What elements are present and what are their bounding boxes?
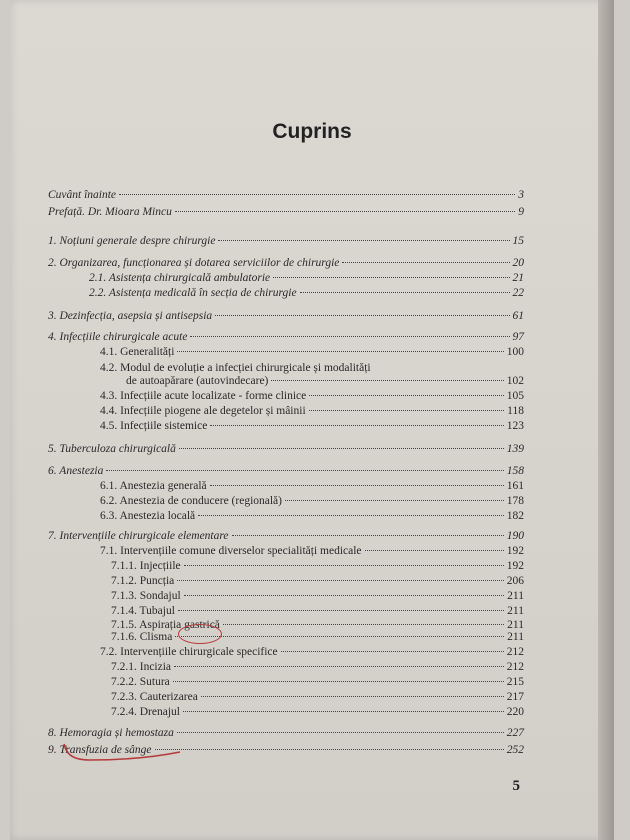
toc-entry-label: 5. Tuberculoza chirurgicală [48,443,176,455]
leader-dots [177,580,504,581]
toc-entry-page: 118 [507,405,524,417]
toc-entry [89,286,524,301]
toc-entry-page: 215 [506,676,524,688]
toc-entry-page: 61 [512,310,524,322]
toc-entry-page: 192 [506,545,524,557]
toc-entry [111,675,524,690]
toc-entry [111,589,524,604]
toc-entry [48,529,524,544]
toc-entry-page: 100 [506,346,524,358]
toc-entry-label: 1. Noțiuni generale despre chirurgie [48,235,216,247]
toc-entry [111,604,524,619]
toc-entry-label: 4.4. Infecțiile piogene ale degetelor și mâinii [100,405,306,417]
toc-entry-page: 211 [507,619,524,631]
toc-entry [111,690,524,705]
toc-entry [100,494,524,509]
leader-dots [281,651,504,652]
toc-entry-page: 211 [507,631,524,643]
toc-entry [111,574,524,589]
leader-dots [273,277,509,278]
toc-entry [48,309,524,324]
pen-underline-mark [60,738,190,768]
toc-entry-page: 20 [512,257,524,269]
toc-entry [48,188,524,203]
toc-entry [111,559,524,574]
toc-entry-label: 2.2. Asistența medicală în secția de chirurgie [89,287,297,299]
toc-entry [48,442,524,457]
leader-dots [232,535,504,536]
toc-entry-label: 4.5. Infecțiile sistemice [100,420,208,432]
leader-dots [218,240,509,241]
toc-entry-label: 4. Infecțiile chirurgicale acute [48,331,188,343]
toc-entry [100,544,524,559]
toc-entry-label: 7.1.4. Tubajul [111,605,175,617]
toc-entry-label: 8. Hemoragia și hemostaza [48,727,174,739]
page-title: Cuprins [272,120,352,143]
toc-entry-page: 139 [506,443,524,455]
toc-entry-page: 212 [506,661,524,673]
toc-entry-label: Cuvânt înainte [48,189,117,201]
leader-dots [309,410,505,411]
leader-dots [309,395,504,396]
leader-dots [271,380,503,381]
toc-entry-label: 7.2.3. Cauterizarea [111,691,198,703]
toc-entry-page: 97 [512,331,524,343]
toc-entry-page: 22 [512,287,524,299]
toc-entry-label: 6.3. Anestezia locală [100,510,196,522]
toc-entry-page: 9 [518,206,524,218]
toc-entry-page: 158 [506,465,524,477]
toc-entry-label: 7. Intervențiile chirurgicale elementare [48,530,229,542]
toc-entry [111,660,524,675]
leader-dots [183,711,504,712]
toc-entry-page: 21 [512,272,524,284]
toc-entry [111,630,524,645]
toc-entry [48,330,524,345]
toc-entry-page: 105 [506,390,524,402]
toc-entry-label: Prefață. Dr. Mioara Mincu [48,206,172,218]
toc-entry [48,256,524,271]
toc-entry-label: 7.1.3. Sondajul [111,590,181,602]
leader-dots [300,292,510,293]
leader-dots [155,749,504,750]
leader-dots [285,500,504,501]
leader-dots [175,211,515,212]
toc-entry [100,345,524,360]
leader-dots [177,351,503,352]
book-page [10,0,614,840]
table-of-contents [10,0,614,840]
leader-dots [190,336,509,337]
toc-entry-page: 212 [506,646,524,658]
leader-dots [174,666,504,667]
leader-dots [184,565,504,566]
toc-entry-label: 2. Organizarea, funcționarea și dotarea serviciilor de chirurgie [48,257,340,269]
toc-entry-label: de autoapărare (autovindecare) [126,375,269,387]
leader-dots [210,485,504,486]
leader-dots [173,681,504,682]
toc-entry-page: 190 [506,530,524,542]
toc-entry [100,645,524,660]
toc-entry-page: 15 [512,235,524,247]
toc-entry [100,509,524,524]
toc-entry-page: 102 [506,375,524,387]
toc-entry-label: 7.2.1. Incizia [111,661,172,673]
toc-entry-label: 4.1. Generalități [100,346,175,358]
toc-entry-page: 192 [506,560,524,572]
toc-entry [100,419,524,434]
toc-entry [100,479,524,494]
leader-dots [184,595,505,596]
toc-entry-label: 4.3. Infecțiile acute localizate - forme clinice [100,390,307,402]
toc-entry-label: 7.2.2. Sutura [111,676,170,688]
toc-entry-label: 6. Anestezia [48,465,104,477]
toc-entry-label: 6.2. Anestezia de conducere (regională) [100,495,282,507]
leader-dots [342,262,509,263]
leader-dots [175,636,504,637]
toc-entry [48,205,524,220]
leader-dots [119,194,515,195]
leader-dots [210,425,503,426]
toc-entry-page: 206 [506,575,524,587]
toc-entry [100,404,524,419]
toc-entry [100,389,524,404]
toc-entry [48,464,524,479]
toc-entry [48,234,524,249]
toc-entry-page: 211 [507,605,524,617]
leader-dots [177,732,504,733]
toc-entry-page: 220 [506,706,524,718]
toc-entry [111,705,524,720]
toc-entry-page: 182 [506,510,524,522]
pen-circle-mark [178,624,222,644]
toc-entry-page: 227 [506,727,524,739]
toc-entry-label: 4.2. Modul de evoluție a infecției chirurgicale și modalități [100,362,371,374]
toc-entry-label: 9. Transfuzia de sânge [48,744,152,756]
leader-dots [178,610,504,611]
leader-dots [198,515,504,516]
leader-dots [223,624,504,625]
toc-entry-page: 161 [506,480,524,492]
toc-entry-label: 7.1.1. Injecțiile [111,560,181,572]
toc-entry-label: 6.1. Anestezia generală [100,480,207,492]
leader-dots [215,315,509,316]
leader-dots [179,448,504,449]
toc-entry-label: 7.2. Intervențiile chirurgicale specifice [100,646,278,658]
toc-entry-page: 123 [506,420,524,432]
toc-entry-label: 7.1.2. Puncția [111,575,175,587]
toc-entry-page: 3 [518,189,524,201]
toc-entry-page: 217 [506,691,524,703]
toc-entry-page: 178 [506,495,524,507]
leader-dots [365,550,504,551]
toc-entry-label: 7.1. Intervențiile comune diverselor specialități medicale [100,545,362,557]
leader-dots [201,696,504,697]
toc-entry-label: 7.2.4. Drenajul [111,706,180,718]
toc-entry-label: 7.1.6. Clisma [111,631,173,643]
leader-dots [106,470,503,471]
toc-entry-page: 211 [507,590,524,602]
toc-entry-label: 3. Dezinfecția, asepsia și antisepsia [48,310,213,322]
toc-entry-label: 7.1.5. Aspirația gastrică [111,619,220,631]
toc-entry-page: 252 [506,744,524,756]
toc-entry-label: 2.1. Asistența chirurgicală ambulatorie [89,272,271,284]
toc-entry [89,271,524,286]
page-number: 5 [512,778,520,794]
toc-entry [126,374,524,389]
